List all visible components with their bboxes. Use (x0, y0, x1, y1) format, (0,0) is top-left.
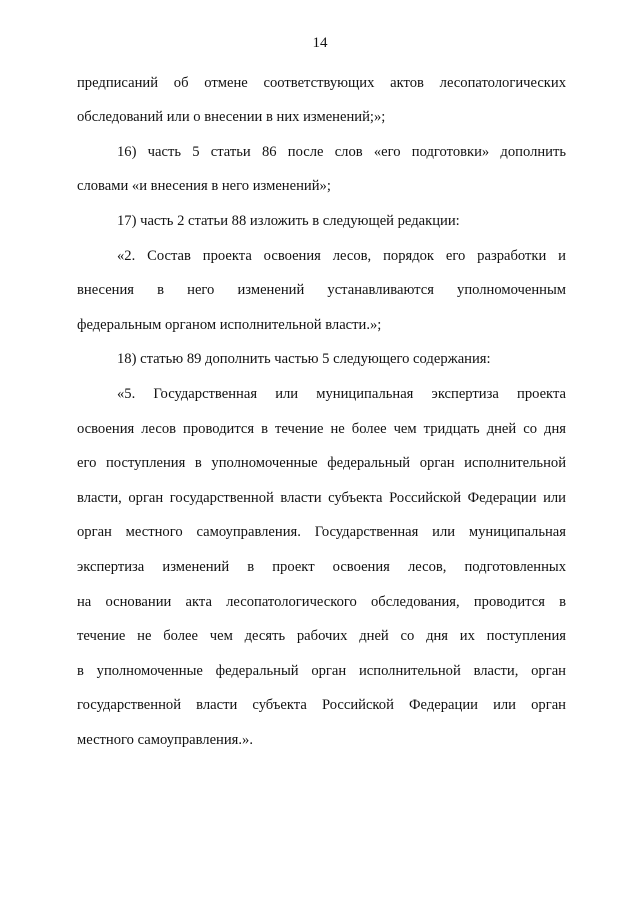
text-line: освоения лесов проводится в течение не более чем тридцать дней со дня (77, 421, 566, 437)
text-line: экспертиза изменений в проект освоения лесов, подготовленных (77, 559, 566, 575)
text-line: государственной власти субъекта Российской Федерации или орган (77, 697, 566, 713)
page-number: 14 (312, 35, 328, 51)
text-line: 18) статью 89 дополнить частью 5 следующего содержания: (117, 351, 491, 367)
text-line: на основании акта лесопатологического обследования, проводится в (77, 594, 566, 610)
text-line: «2. Состав проекта освоения лесов, порядок его разработки и (117, 248, 566, 264)
text-line: 17) часть 2 статьи 88 изложить в следующей редакции: (117, 213, 460, 229)
text-line: власти, орган государственной власти субъекта Российской Федерации или (77, 490, 566, 506)
text-line: в уполномоченные федеральный орган исполнительной власти, орган (77, 663, 566, 679)
text-line: федеральным органом исполнительной власти.»; (77, 317, 382, 333)
text-line: орган местного самоуправления. Государственная или муниципальная (77, 524, 566, 540)
text-line: местного самоуправления.». (77, 732, 253, 748)
text-line: течение не более чем десять рабочих дней со дня их поступления (77, 628, 566, 644)
text-line: обследований или о внесении в них изменений;»; (77, 109, 386, 125)
text-line: «5. Государственная или муниципальная экспертиза проекта (117, 386, 566, 402)
text-line: предписаний об отмене соответствующих актов лесопатологических (77, 75, 566, 91)
text-line: его поступления в уполномоченные федеральный орган исполнительной (77, 455, 566, 471)
text-line: внесения в него изменений устанавливаются уполномоченным (77, 282, 566, 298)
text-line: 16) часть 5 статьи 86 после слов «его подготовки» дополнить (117, 144, 566, 160)
text-line: словами «и внесения в него изменений»; (77, 178, 331, 194)
